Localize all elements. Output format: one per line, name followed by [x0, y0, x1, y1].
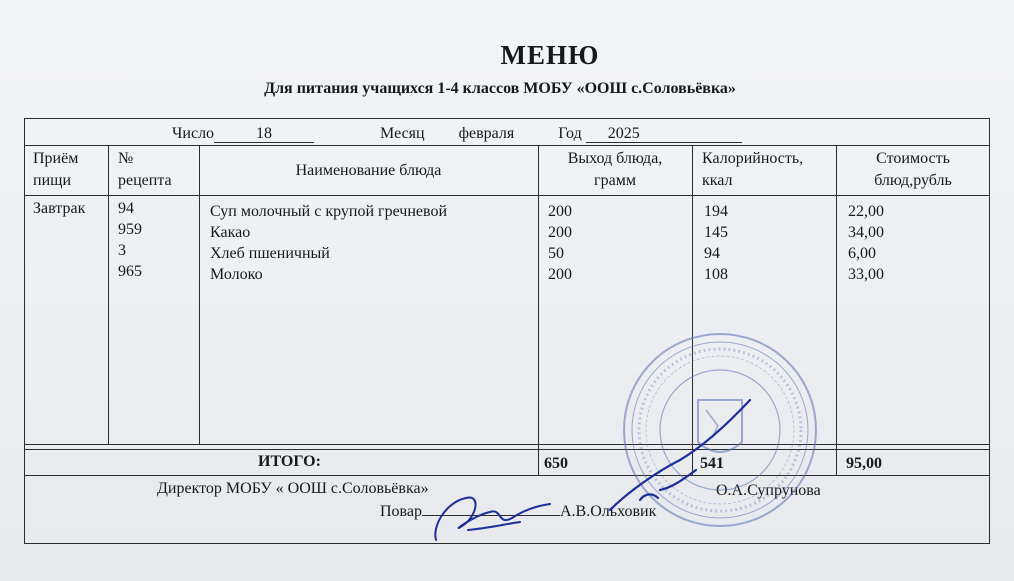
recipe-column	[118, 198, 142, 282]
header-recipe-line: №	[118, 150, 134, 167]
header-calories	[702, 148, 803, 192]
cook-name: А.В.Ольховик	[560, 503, 657, 520]
total-cost: 95,00	[846, 455, 882, 472]
day-label: Число	[172, 125, 215, 142]
cost-column	[848, 201, 884, 285]
col-divider	[108, 145, 109, 445]
dish-cell: Суп молочный с крупой гречневой	[210, 203, 448, 220]
row-divider	[24, 145, 990, 146]
kcal-cell: 145	[704, 224, 728, 241]
header-meal-line: Приём	[33, 150, 79, 167]
header-recipe-line: рецепта	[118, 172, 172, 189]
header-yield-line: Выход блюда,	[567, 150, 663, 167]
total-yield: 650	[544, 455, 568, 472]
yield-cell: 200	[548, 203, 572, 220]
row-divider	[24, 444, 990, 445]
cook-label: Повар	[380, 503, 422, 520]
row-divider	[24, 475, 990, 476]
recipe-cell: 959	[118, 221, 142, 238]
header-calories-line: ккал	[702, 172, 733, 189]
dish-column	[210, 201, 447, 285]
yield-cell: 200	[548, 224, 572, 241]
kcal-cell: 94	[704, 245, 720, 262]
col-divider	[538, 145, 539, 475]
meal-cell: Завтрак	[33, 200, 86, 217]
cost-cell: 22,00	[848, 203, 884, 220]
day-value: 18	[214, 125, 314, 143]
recipe-cell: 3	[118, 242, 126, 259]
total-label: ИТОГО:	[258, 453, 321, 470]
header-yield	[538, 148, 692, 192]
cost-cell: 33,00	[848, 266, 884, 283]
month-label: Месяц	[380, 125, 425, 142]
page-subtitle: Для питания учащихся 1-4 классов МОБУ «ООШ с.Соловьёвка»	[264, 80, 736, 97]
row-divider	[24, 195, 990, 196]
col-divider	[836, 145, 837, 475]
yield-cell: 200	[548, 266, 572, 283]
director-name: О.А.Супрунова	[716, 482, 821, 499]
header-yield-line: грамм	[594, 172, 636, 189]
header-cost	[836, 148, 990, 192]
cost-cell: 34,00	[848, 224, 884, 241]
dish-cell: Молоко	[210, 266, 263, 283]
kcal-cell: 194	[704, 203, 728, 220]
yield-column	[548, 201, 572, 285]
header-calories-line: Калорийность,	[702, 150, 804, 167]
header-dish-name: Наименование блюда	[295, 162, 442, 179]
row-divider	[24, 449, 990, 450]
kcal-cell: 108	[704, 266, 728, 283]
yield-cell: 50	[548, 245, 564, 262]
director-label: Директор МОБУ « ООШ с.Соловьёвка»	[157, 480, 429, 497]
header-recipe	[118, 148, 172, 192]
kcal-column	[704, 201, 728, 285]
cook-signature-blank	[422, 515, 560, 516]
school-seal-stamp	[620, 330, 820, 530]
page-title: МЕНЮ	[500, 40, 600, 70]
total-kcal: 541	[700, 455, 724, 472]
cost-cell: 6,00	[848, 245, 876, 262]
col-divider	[199, 145, 200, 445]
cook-line	[380, 501, 656, 522]
recipe-cell: 965	[118, 263, 142, 280]
dish-cell: Хлеб пшеничный	[210, 245, 330, 262]
recipe-cell: 94	[118, 200, 134, 217]
date-line	[172, 123, 742, 144]
month-value: февраля	[458, 125, 515, 142]
year-label: Год	[558, 125, 582, 142]
header-cost-line: Стоимость	[876, 150, 950, 167]
year-value: 2025	[586, 125, 742, 143]
header-meal	[33, 148, 78, 192]
header-meal-line: пищи	[33, 172, 72, 189]
header-cost-line: блюд,рубль	[874, 172, 952, 189]
dish-cell: Какао	[210, 224, 251, 241]
